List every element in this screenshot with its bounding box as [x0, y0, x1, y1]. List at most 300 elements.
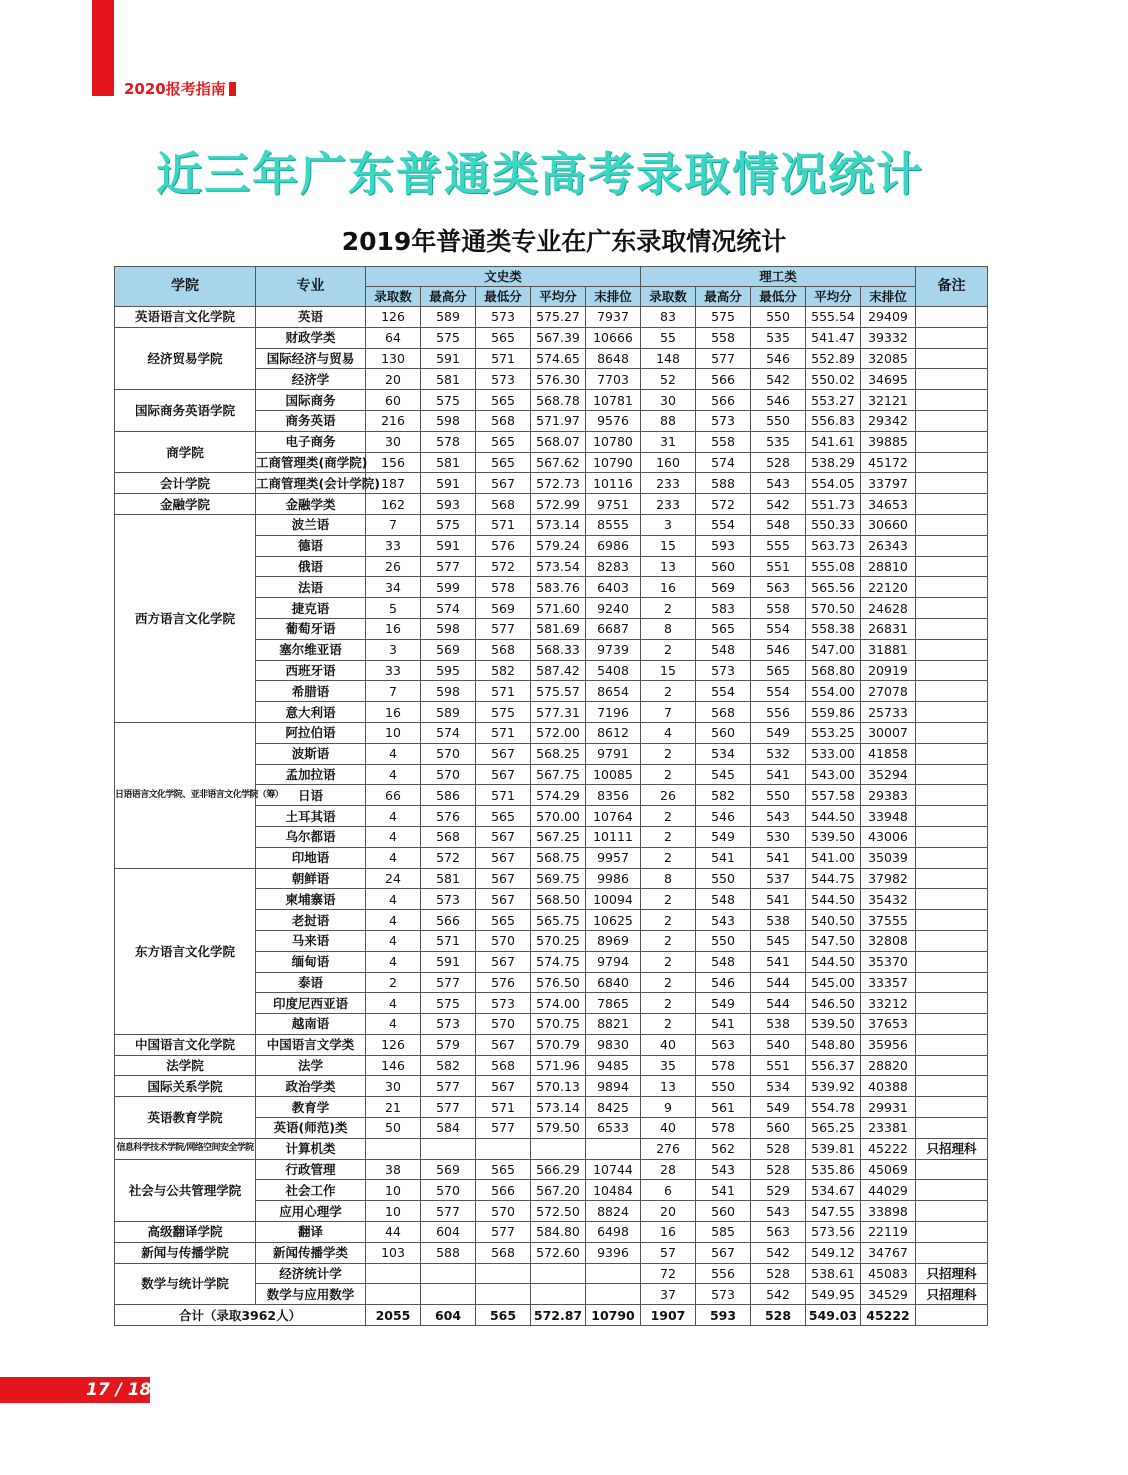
value-cell: 588: [696, 473, 751, 494]
value-cell: 570: [421, 743, 476, 764]
value-cell: 8555: [586, 514, 641, 535]
value-cell: 567: [476, 868, 531, 889]
value-cell: 2: [366, 972, 421, 993]
value-cell: 7937: [586, 307, 641, 328]
note-cell: [916, 951, 988, 972]
value-cell: 528: [751, 1138, 806, 1159]
value-cell: 8356: [586, 785, 641, 806]
value-cell: 538.29: [806, 452, 861, 473]
value-cell: 568: [421, 826, 476, 847]
table-body: [115, 307, 988, 1326]
value-cell: 10744: [586, 1159, 641, 1180]
value-cell: 16: [641, 1222, 696, 1243]
table-row: [115, 722, 988, 743]
value-cell: 9576: [586, 410, 641, 431]
value-cell: 563: [751, 1222, 806, 1243]
value-cell: 558: [696, 327, 751, 348]
value-cell: 2: [641, 910, 696, 931]
value-cell: 530: [751, 826, 806, 847]
value-cell: 571: [476, 1097, 531, 1118]
value-cell: 589: [421, 702, 476, 723]
value-cell: 576.50: [531, 972, 586, 993]
value-cell: 567.62: [531, 452, 586, 473]
value-cell: 130: [366, 348, 421, 369]
value-cell: 565.56: [806, 577, 861, 598]
header-note: 备注: [916, 267, 988, 307]
subheader: 平均分: [806, 287, 861, 307]
value-cell: 549: [751, 1097, 806, 1118]
value-cell: 29409: [861, 307, 916, 328]
value-cell: 2: [641, 847, 696, 868]
note-cell: [916, 826, 988, 847]
value-cell: 10781: [586, 390, 641, 411]
value-cell: 233: [641, 473, 696, 494]
value-cell: 575: [421, 514, 476, 535]
value-cell: 550.33: [806, 514, 861, 535]
major-cell: 工商管理类(会计学院): [256, 473, 366, 494]
value-cell: 568: [476, 1055, 531, 1076]
value-cell: 148: [641, 348, 696, 369]
note-cell: [916, 494, 988, 515]
value-cell: 544.75: [806, 868, 861, 889]
value-cell: 598: [421, 410, 476, 431]
value-cell: 146: [366, 1055, 421, 1076]
total-value-cell: 45222: [861, 1305, 916, 1326]
value-cell: [421, 1138, 476, 1159]
value-cell: 9739: [586, 639, 641, 660]
major-cell: 财政学类: [256, 327, 366, 348]
value-cell: 573: [476, 993, 531, 1014]
college-cell: 英语教育学院: [115, 1097, 256, 1139]
value-cell: 8648: [586, 348, 641, 369]
value-cell: 578: [421, 431, 476, 452]
value-cell: 570.79: [531, 1034, 586, 1055]
note-cell: [916, 348, 988, 369]
value-cell: 549: [696, 826, 751, 847]
value-cell: 15: [641, 660, 696, 681]
value-cell: 568.80: [806, 660, 861, 681]
value-cell: 8: [641, 618, 696, 639]
value-cell: 584.80: [531, 1222, 586, 1243]
value-cell: 569: [476, 598, 531, 619]
value-cell: 566: [696, 369, 751, 390]
college-cell: 数学与统计学院: [115, 1263, 256, 1305]
value-cell: [586, 1263, 641, 1284]
major-cell: 西班牙语: [256, 660, 366, 681]
value-cell: 50: [366, 1118, 421, 1139]
major-cell: 新闻传播学类: [256, 1242, 366, 1263]
value-cell: 577: [696, 348, 751, 369]
table-row: [115, 307, 988, 328]
note-cell: [916, 452, 988, 473]
value-cell: 9986: [586, 868, 641, 889]
value-cell: 37982: [861, 868, 916, 889]
value-cell: 10: [366, 1201, 421, 1222]
college-cell: 日语语言文化学院、亚非语言文化学院（筹）: [115, 722, 256, 868]
value-cell: 575: [476, 702, 531, 723]
value-cell: 549.12: [806, 1242, 861, 1263]
note-cell: [916, 868, 988, 889]
value-cell: 551: [751, 1055, 806, 1076]
value-cell: 567: [476, 1034, 531, 1055]
table-row: [115, 1097, 988, 1118]
value-cell: 558: [751, 598, 806, 619]
value-cell: 64: [366, 327, 421, 348]
value-cell: 24628: [861, 598, 916, 619]
header-arts: 文史类: [366, 267, 641, 287]
value-cell: 34767: [861, 1242, 916, 1263]
note-cell: [916, 1180, 988, 1201]
note-cell: [916, 722, 988, 743]
value-cell: 2: [641, 951, 696, 972]
value-cell: 16: [641, 577, 696, 598]
total-row: [115, 1305, 988, 1326]
value-cell: 29342: [861, 410, 916, 431]
value-cell: 4: [366, 764, 421, 785]
value-cell: 6: [641, 1180, 696, 1201]
major-cell: 波斯语: [256, 743, 366, 764]
subheader: 最高分: [696, 287, 751, 307]
value-cell: 546: [751, 639, 806, 660]
major-cell: 中国语言文学类: [256, 1034, 366, 1055]
value-cell: 28820: [861, 1055, 916, 1076]
value-cell: 6840: [586, 972, 641, 993]
note-cell: [916, 598, 988, 619]
subheader: 最高分: [421, 287, 476, 307]
note-cell: 只招理科: [916, 1138, 988, 1159]
value-cell: 8969: [586, 930, 641, 951]
value-cell: 37555: [861, 910, 916, 931]
value-cell: 571: [476, 785, 531, 806]
value-cell: 557.58: [806, 785, 861, 806]
value-cell: 568: [476, 494, 531, 515]
value-cell: 556: [696, 1263, 751, 1284]
value-cell: 7865: [586, 993, 641, 1014]
note-cell: [916, 1222, 988, 1243]
value-cell: 10094: [586, 889, 641, 910]
value-cell: 573.54: [531, 556, 586, 577]
value-cell: 582: [421, 1055, 476, 1076]
table-row: [115, 1055, 988, 1076]
value-cell: 10666: [586, 327, 641, 348]
value-cell: 39885: [861, 431, 916, 452]
table-row: [115, 431, 988, 452]
value-cell: 29931: [861, 1097, 916, 1118]
value-cell: 571.97: [531, 410, 586, 431]
major-cell: 社会工作: [256, 1180, 366, 1201]
value-cell: [531, 1138, 586, 1159]
value-cell: 9: [641, 1097, 696, 1118]
value-cell: 10625: [586, 910, 641, 931]
value-cell: 33898: [861, 1201, 916, 1222]
admission-stats-table: [114, 266, 988, 1326]
value-cell: 558.38: [806, 618, 861, 639]
value-cell: 10780: [586, 431, 641, 452]
value-cell: 20919: [861, 660, 916, 681]
value-cell: 548: [696, 889, 751, 910]
value-cell: 568: [476, 639, 531, 660]
value-cell: 554: [751, 681, 806, 702]
value-cell: 548: [696, 639, 751, 660]
value-cell: 37653: [861, 1014, 916, 1035]
value-cell: 543.00: [806, 764, 861, 785]
value-cell: 579.24: [531, 535, 586, 556]
value-cell: 569.75: [531, 868, 586, 889]
value-cell: [586, 1284, 641, 1305]
value-cell: 539.50: [806, 1014, 861, 1035]
value-cell: 30: [366, 1076, 421, 1097]
value-cell: [476, 1138, 531, 1159]
value-cell: 560: [751, 1118, 806, 1139]
value-cell: 103: [366, 1242, 421, 1263]
total-value-cell: [916, 1305, 988, 1326]
table-row: [115, 1034, 988, 1055]
value-cell: 533.00: [806, 743, 861, 764]
value-cell: 541: [751, 764, 806, 785]
total-value-cell: 593: [696, 1305, 751, 1326]
subheader: 录取数: [366, 287, 421, 307]
value-cell: 568.78: [531, 390, 586, 411]
value-cell: 37: [641, 1284, 696, 1305]
value-cell: 547.55: [806, 1201, 861, 1222]
value-cell: 33948: [861, 806, 916, 827]
value-cell: 567: [476, 826, 531, 847]
major-cell: 印度尼西亚语: [256, 993, 366, 1014]
value-cell: 539.81: [806, 1138, 861, 1159]
value-cell: 9894: [586, 1076, 641, 1097]
major-cell: 朝鲜语: [256, 868, 366, 889]
major-cell: 经济学: [256, 369, 366, 390]
value-cell: 565: [476, 390, 531, 411]
subheader: 最低分: [476, 287, 531, 307]
note-cell: [916, 972, 988, 993]
value-cell: 33357: [861, 972, 916, 993]
value-cell: 599: [421, 577, 476, 598]
value-cell: 550: [696, 868, 751, 889]
major-cell: 缅甸语: [256, 951, 366, 972]
value-cell: 13: [641, 556, 696, 577]
value-cell: 554: [751, 618, 806, 639]
value-cell: 7: [366, 681, 421, 702]
value-cell: 575: [696, 307, 751, 328]
value-cell: 60: [366, 390, 421, 411]
college-cell: 商学院: [115, 431, 256, 473]
value-cell: 32121: [861, 390, 916, 411]
value-cell: 537: [751, 868, 806, 889]
value-cell: 538: [751, 910, 806, 931]
value-cell: 5408: [586, 660, 641, 681]
value-cell: 187: [366, 473, 421, 494]
note-cell: [916, 327, 988, 348]
value-cell: 26: [641, 785, 696, 806]
value-cell: 566.29: [531, 1159, 586, 1180]
note-cell: [916, 1076, 988, 1097]
value-cell: 2: [641, 743, 696, 764]
value-cell: 33: [366, 660, 421, 681]
value-cell: 572.50: [531, 1201, 586, 1222]
value-cell: 570: [476, 930, 531, 951]
value-cell: 550: [696, 1076, 751, 1097]
value-cell: 573: [476, 369, 531, 390]
value-cell: 550: [751, 410, 806, 431]
value-cell: 575: [421, 390, 476, 411]
value-cell: 593: [696, 535, 751, 556]
value-cell: 544: [751, 972, 806, 993]
value-cell: 579: [421, 1034, 476, 1055]
value-cell: 587.42: [531, 660, 586, 681]
subheader: 末排位: [586, 287, 641, 307]
value-cell: 570.50: [806, 598, 861, 619]
value-cell: 585: [696, 1222, 751, 1243]
college-cell: 信息科学技术学院/网络空间安全学院: [115, 1138, 256, 1159]
value-cell: 554: [696, 514, 751, 535]
value-cell: 577: [421, 972, 476, 993]
value-cell: 558: [696, 431, 751, 452]
value-cell: 577.31: [531, 702, 586, 723]
value-cell: 567.75: [531, 764, 586, 785]
value-cell: 541.61: [806, 431, 861, 452]
value-cell: 35039: [861, 847, 916, 868]
value-cell: 575: [421, 327, 476, 348]
value-cell: 550: [751, 307, 806, 328]
value-cell: 23381: [861, 1118, 916, 1139]
major-cell: 法学: [256, 1055, 366, 1076]
value-cell: 4: [366, 889, 421, 910]
value-cell: 541: [751, 847, 806, 868]
value-cell: 565: [476, 327, 531, 348]
value-cell: 565: [476, 806, 531, 827]
value-cell: 567: [476, 1076, 531, 1097]
value-cell: 572.73: [531, 473, 586, 494]
value-cell: 562: [696, 1138, 751, 1159]
value-cell: 577: [476, 1118, 531, 1139]
table-row: [115, 473, 988, 494]
value-cell: 546.50: [806, 993, 861, 1014]
value-cell: 567.20: [531, 1180, 586, 1201]
college-cell: 经济贸易学院: [115, 327, 256, 389]
value-cell: 560: [696, 722, 751, 743]
table-row: [115, 868, 988, 889]
value-cell: 543: [751, 806, 806, 827]
value-cell: 566: [476, 1180, 531, 1201]
value-cell: 2: [641, 598, 696, 619]
value-cell: 8821: [586, 1014, 641, 1035]
value-cell: 588: [421, 1242, 476, 1263]
note-cell: [916, 1159, 988, 1180]
value-cell: 55: [641, 327, 696, 348]
value-cell: 575: [421, 993, 476, 1014]
value-cell: 545: [751, 930, 806, 951]
value-cell: 44: [366, 1222, 421, 1243]
value-cell: 2: [641, 826, 696, 847]
value-cell: 6403: [586, 577, 641, 598]
value-cell: 565: [476, 452, 531, 473]
value-cell: 569: [421, 1159, 476, 1180]
value-cell: 551.73: [806, 494, 861, 515]
value-cell: 8283: [586, 556, 641, 577]
value-cell: 568: [476, 1242, 531, 1263]
college-cell: 国际商务英语学院: [115, 390, 256, 432]
table-row: [115, 1076, 988, 1097]
total-value-cell: 572.87: [531, 1305, 586, 1326]
value-cell: 4: [366, 1014, 421, 1035]
value-cell: 4: [366, 743, 421, 764]
note-cell: [916, 889, 988, 910]
value-cell: 549: [751, 722, 806, 743]
value-cell: 2: [641, 972, 696, 993]
value-cell: 577: [421, 556, 476, 577]
major-cell: 教育学: [256, 1097, 366, 1118]
major-cell: 泰语: [256, 972, 366, 993]
value-cell: 595: [421, 660, 476, 681]
value-cell: 573: [421, 1014, 476, 1035]
red-accent-bar: [92, 0, 114, 96]
major-cell: 应用心理学: [256, 1201, 366, 1222]
value-cell: 572: [476, 556, 531, 577]
value-cell: 577: [421, 1201, 476, 1222]
value-cell: 33: [366, 535, 421, 556]
value-cell: 9485: [586, 1055, 641, 1076]
value-cell: 542: [751, 494, 806, 515]
value-cell: 156: [366, 452, 421, 473]
value-cell: 544.50: [806, 806, 861, 827]
value-cell: 72: [641, 1263, 696, 1284]
value-cell: 571: [476, 722, 531, 743]
value-cell: 550.02: [806, 369, 861, 390]
value-cell: 535.86: [806, 1159, 861, 1180]
value-cell: 2: [641, 681, 696, 702]
value-cell: 41858: [861, 743, 916, 764]
value-cell: 573: [476, 307, 531, 328]
college-cell: 国际关系学院: [115, 1076, 256, 1097]
value-cell: 8824: [586, 1201, 641, 1222]
value-cell: 16: [366, 702, 421, 723]
note-cell: [916, 660, 988, 681]
value-cell: 570.00: [531, 806, 586, 827]
college-cell: 会计学院: [115, 473, 256, 494]
major-cell: 俄语: [256, 556, 366, 577]
value-cell: 591: [421, 951, 476, 972]
value-cell: 566: [421, 910, 476, 931]
value-cell: 30660: [861, 514, 916, 535]
value-cell: 28: [641, 1159, 696, 1180]
value-cell: 598: [421, 681, 476, 702]
value-cell: 542: [751, 1284, 806, 1305]
value-cell: 570: [421, 1180, 476, 1201]
value-cell: 40388: [861, 1076, 916, 1097]
value-cell: 570.13: [531, 1076, 586, 1097]
value-cell: 568.25: [531, 743, 586, 764]
note-cell: [916, 930, 988, 951]
value-cell: 233: [641, 494, 696, 515]
value-cell: 540: [751, 1034, 806, 1055]
value-cell: 4: [641, 722, 696, 743]
value-cell: 10764: [586, 806, 641, 827]
note-cell: [916, 1242, 988, 1263]
value-cell: 4: [366, 930, 421, 951]
main-title: 近三年广东普通类高考录取情况统计: [156, 147, 924, 201]
value-cell: 574.00: [531, 993, 586, 1014]
value-cell: 2: [641, 806, 696, 827]
value-cell: 583: [696, 598, 751, 619]
major-cell: 政治学类: [256, 1076, 366, 1097]
value-cell: 9791: [586, 743, 641, 764]
value-cell: 2: [641, 889, 696, 910]
value-cell: 567: [476, 764, 531, 785]
value-cell: 10790: [586, 452, 641, 473]
value-cell: 570: [421, 764, 476, 785]
major-cell: 工商管理类(商学院): [256, 452, 366, 473]
